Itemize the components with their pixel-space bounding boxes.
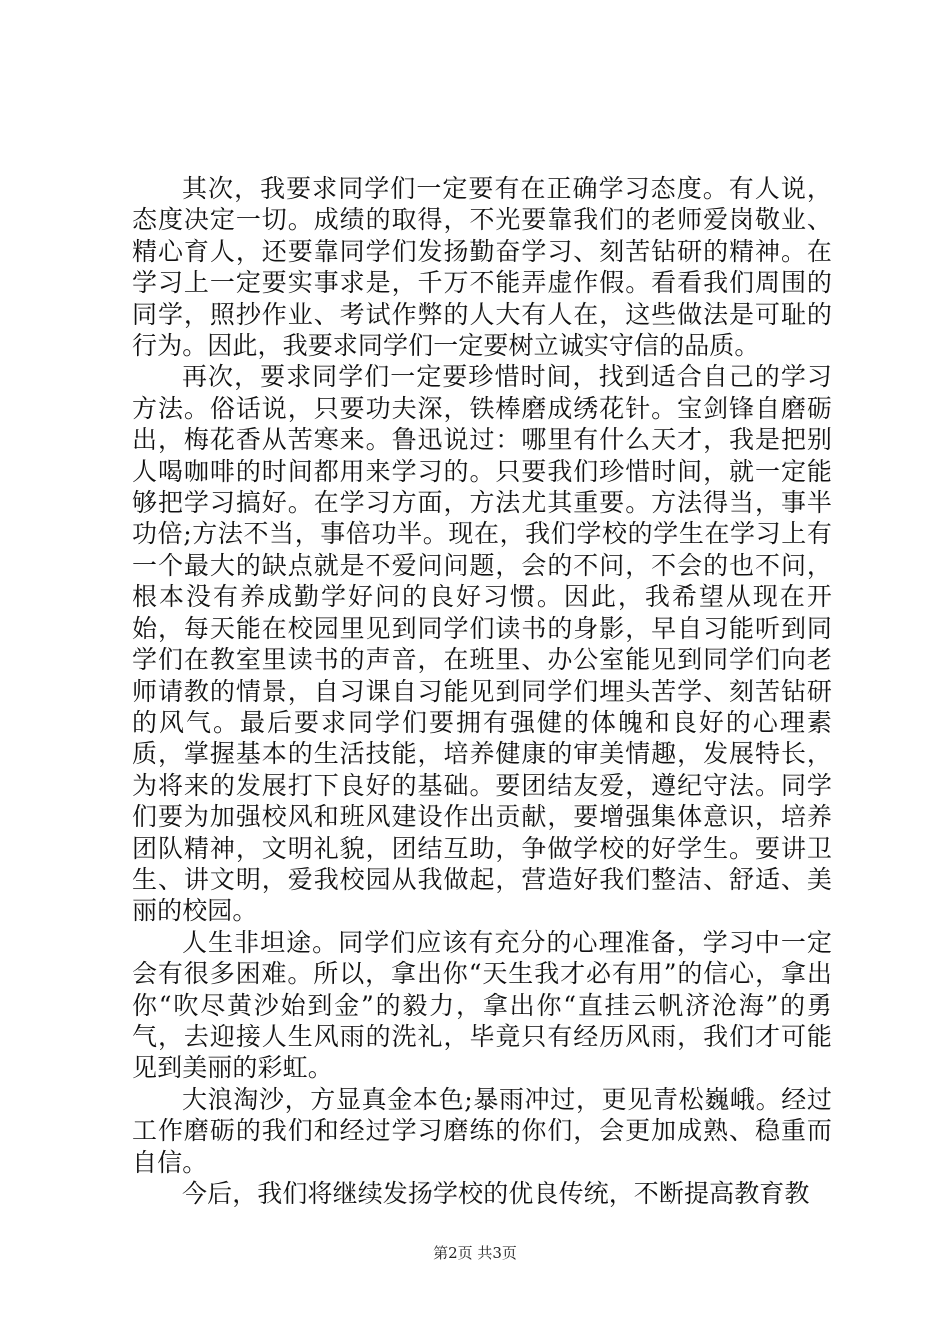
- page-footer: 第2页 共3页: [433, 1244, 517, 1262]
- body-text: [132, 173, 832, 1209]
- paragraph-attitude: 其次，我要求同学们一定要有在正确学习态度。有人说，态度决定一切。成绩的取得，不光要靠我们的老师爱岗敬业、精心育人，还要靠同学们发扬勤奋学习、刻苦钻研的精神。在学习上一定要实事求是，千万不能弄虚作假。看看我们周围的同学，照抄作业、考试作弊的人大有人在，这些做法是可耻的行为。因此，我要求同学们一定要树立诚实守信的品质。: [132, 174, 832, 361]
- paragraph-future: 今后，我们将继续发扬学校的优良传统，不断提高教育教: [182, 1179, 810, 1208]
- paragraph-life-path: 人生非坦途。同学们应该有充分的心理准备，学习中一定会有很多困难。所以，拿出你“天生我才必有用”的信心，拿出你“吹尽黄沙始到金”的毅力，拿出你“直挂云帆济沧海”的勇气，去迎接人生风雨的洗礼，毕竟只有经历风雨，我们才可能见到美丽的彩虹。: [132, 927, 832, 1083]
- paragraph-time-method: 再次，要求同学们一定要珍惜时间，找到适合自己的学习方法。俗话说，只要功夫深，铁棒磨成绣花针。宝剑锋自磨砺出，梅花香从苦寒来。鲁迅说过：哪里有什么天才，我是把别人喝咖啡的时间都用来学习的。只要我们珍惜时间，就一定能够把学习搞好。在学习方面，方法尤其重要。方法得当，事半功倍;方法不当，事倍功半。现在，我们学校的学生在学习上有一个最大的缺点就是不爱问问题，会的不问，不会的也不问，根本没有养成勤学好问的良好习惯。因此，我希望从现在开始，每天能在校园里见到同学们读书的身影，早自习能听到同学们在教室里读书的声音，在班里、办公室能见到同学们向老师请教的情景，自习课自习能见到同学们埋头苦学、刻苦钻研的风气。最后要求同学们要拥有强健的体魄和良好的心理素质，掌握基本的生活技能，培养健康的审美情趣，发展特长，为将来的发展打下良好的基础。要团结友爱，遵纪守法。同学们要为加强校风和班风建设作出贡献，要增强集体意识，培养团队精神，文明礼貌，团结互助，争做学校的好学生。要讲卫生、讲文明，爱我校园从我做起，营造好我们整洁、舒适、美丽的校园。: [132, 362, 832, 926]
- paragraph-waves-sand: 大浪淘沙，方显真金本色;暴雨冲过，更见青松巍峨。经过工作磨砺的我们和经过学习磨练的你们，会更加成熟、稳重而自信。: [132, 1084, 832, 1177]
